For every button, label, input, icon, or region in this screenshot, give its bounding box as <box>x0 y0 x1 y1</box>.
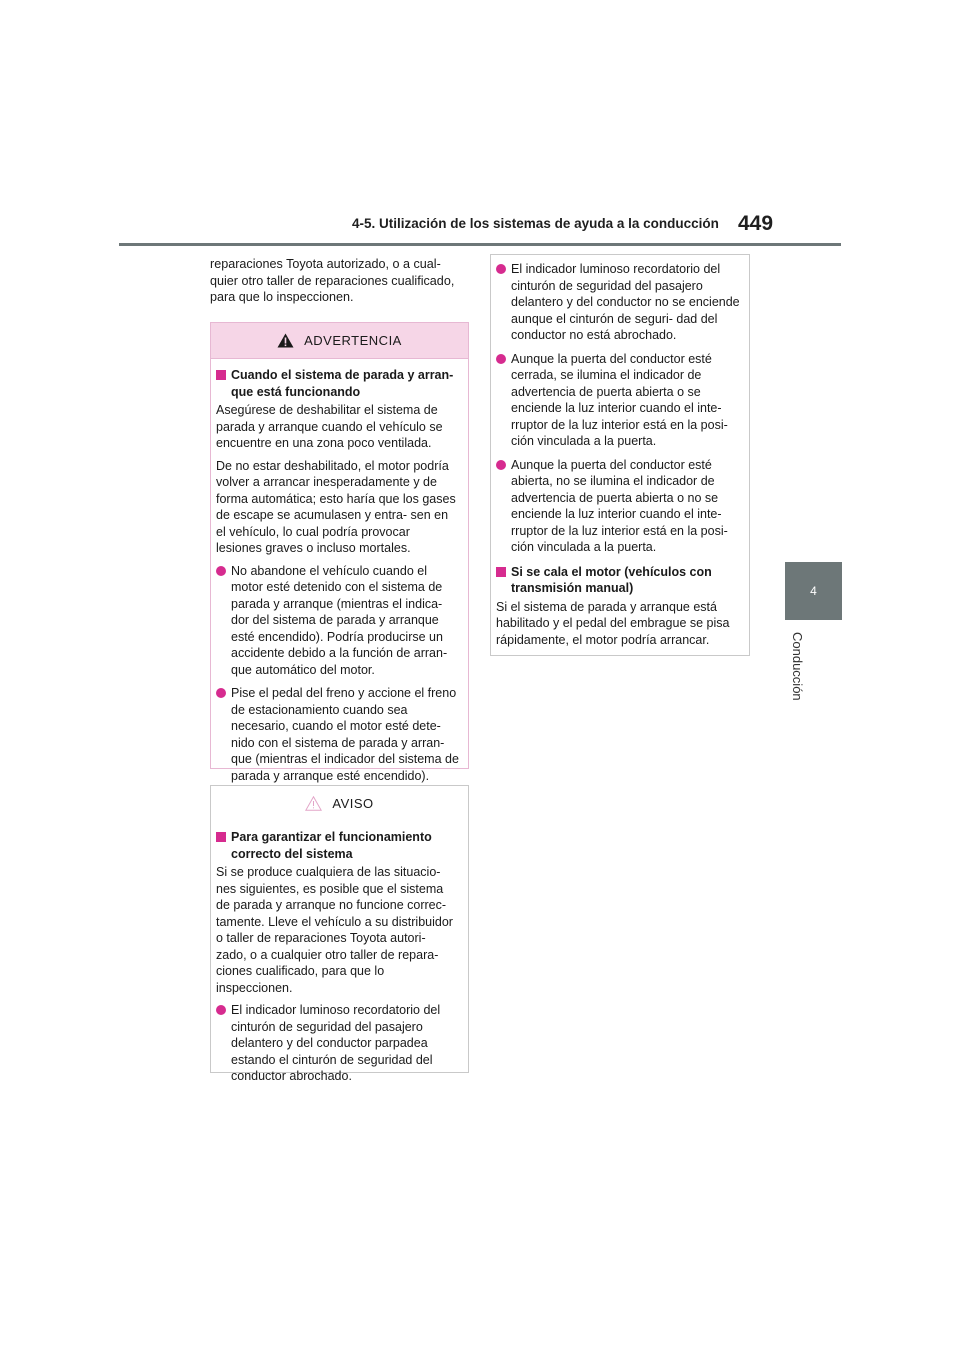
continuation-bullet-text: Aunque la puerta del conductor esté abierta, no se ilumina el indicador de advertencia de puerta abierta o no se enciende la luz interior cuando el inte- rruptor de la luz interior está en la posi- ción vinculada a la puerta. <box>511 457 728 554</box>
chapter-tab <box>785 562 842 620</box>
warning-triangle-icon <box>277 333 294 348</box>
notice-box <box>210 785 469 1083</box>
warning-section-title: Cuando el sistema de parada y arran- que está funcionando <box>231 368 454 399</box>
notice-section-heading <box>216 829 459 862</box>
chapter-heading: 4-5. Utilización de los sistemas de ayuda a la conducción <box>352 216 719 231</box>
notice-box-header <box>211 786 468 821</box>
continuation-paragraph: Si el sistema de parada y arranque está habilitado y el pedal del embrague se pisa rápidamente, el motor podría arrancar. <box>496 599 730 647</box>
square-bullet-icon <box>216 370 226 380</box>
continuation-bullet-3 <box>496 457 740 556</box>
chapter-tab-number: 4 <box>810 584 817 598</box>
warning-bullet-2 <box>216 685 459 784</box>
square-bullet-icon <box>496 567 506 577</box>
round-bullet-icon <box>496 264 506 274</box>
warning-box <box>210 322 469 783</box>
continuation-bullet-1 <box>496 261 740 344</box>
notice-bullet-1 <box>216 1002 459 1085</box>
round-bullet-icon <box>216 1005 226 1015</box>
warning-paragraph-1: Asegúrese de deshabilitar el sistema de parada y arranque cuando el vehículo se encuentre en una zona poco ventilada. <box>216 403 443 450</box>
page-number: 449 <box>738 212 774 235</box>
continuation-bullet-text: Aunque la puerta del conductor esté cerrada, se ilumina el indicador de advertencia de puerta abierta o se enciende la luz interior cuando el inte- rruptor de la luz interior está en la posi- ción vinculada a la puerta. <box>511 351 728 448</box>
header-divider <box>119 243 841 246</box>
continuation-bullet-2 <box>496 351 740 450</box>
chapter-tab-label: Conducción <box>790 632 805 701</box>
warning-box-title: ADVERTENCIA <box>304 333 402 348</box>
round-bullet-icon <box>216 566 226 576</box>
notice-bullet-text: El indicador luminoso recordatorio del cinturón de seguridad del pasajero delantero y del conductor parpadea estando el cinturón de seguridad del conductor abrochado. <box>231 1003 441 1083</box>
caution-triangle-icon <box>305 796 322 811</box>
warning-bullet-text: Pise el pedal del freno y accione el freno de estacionamiento cuando sea necesario, cuando el motor esté dete- nido con el sistema de parada y arran- que (mientras el indicador del sistema de parada y arranque esté encendido). <box>231 686 459 783</box>
notice-section-title: Para garantizar el funcionamiento correcto del sistema <box>231 830 432 861</box>
round-bullet-icon <box>496 460 506 470</box>
warning-bullet-1 <box>216 563 459 679</box>
warning-section-heading <box>216 367 459 400</box>
square-bullet-icon <box>216 832 226 842</box>
round-bullet-icon <box>496 354 506 364</box>
round-bullet-icon <box>216 688 226 698</box>
notice-box-title: AVISO <box>332 796 374 811</box>
warning-box-header <box>211 323 468 359</box>
notice-continuation-box <box>490 254 750 656</box>
continuation-section-heading <box>496 564 740 597</box>
continuation-bullet-text: El indicador luminoso recordatorio del cinturón de seguridad del pasajero delantero y del conductor no se enciende aunque el cinturón de seguri- dad del conductor no está abrochado. <box>511 262 740 342</box>
notice-paragraph: Si se produce cualquiera de las situacio- nes siguientes, es posible que el sistema de parada y arranque no funcione correc- tamente. Lleve el vehículo a su distribuidor o taller de reparaciones Toyota autori- zado, o a cualquier otro taller de repara- ciones cualificado, para que lo inspeccionen. <box>216 865 453 995</box>
intro-paragraph: reparaciones Toyota autorizado, o a cual- quier otro taller de reparaciones cualificado, para que lo inspeccionen. <box>210 257 455 304</box>
warning-paragraph-2: De no estar deshabilitado, el motor podría volver a arrancar inesperadamente y de forma automática; esto haría que los gases de escape se acumulasen y entra- sen en el vehículo, lo cual podría provocar lesiones graves o incluso mortales. <box>216 458 456 555</box>
warning-bullet-text: No abandone el vehículo cuando el motor esté detenido con el sistema de parada y arranque (mientras el indica- dor del sistema de parada y arranque esté encendido). Podría producirse un accidente debido a la función de arran- que automático del motor. <box>231 563 448 677</box>
continuation-section-title: Si se cala el motor (vehículos con transmisión manual) <box>511 564 712 595</box>
